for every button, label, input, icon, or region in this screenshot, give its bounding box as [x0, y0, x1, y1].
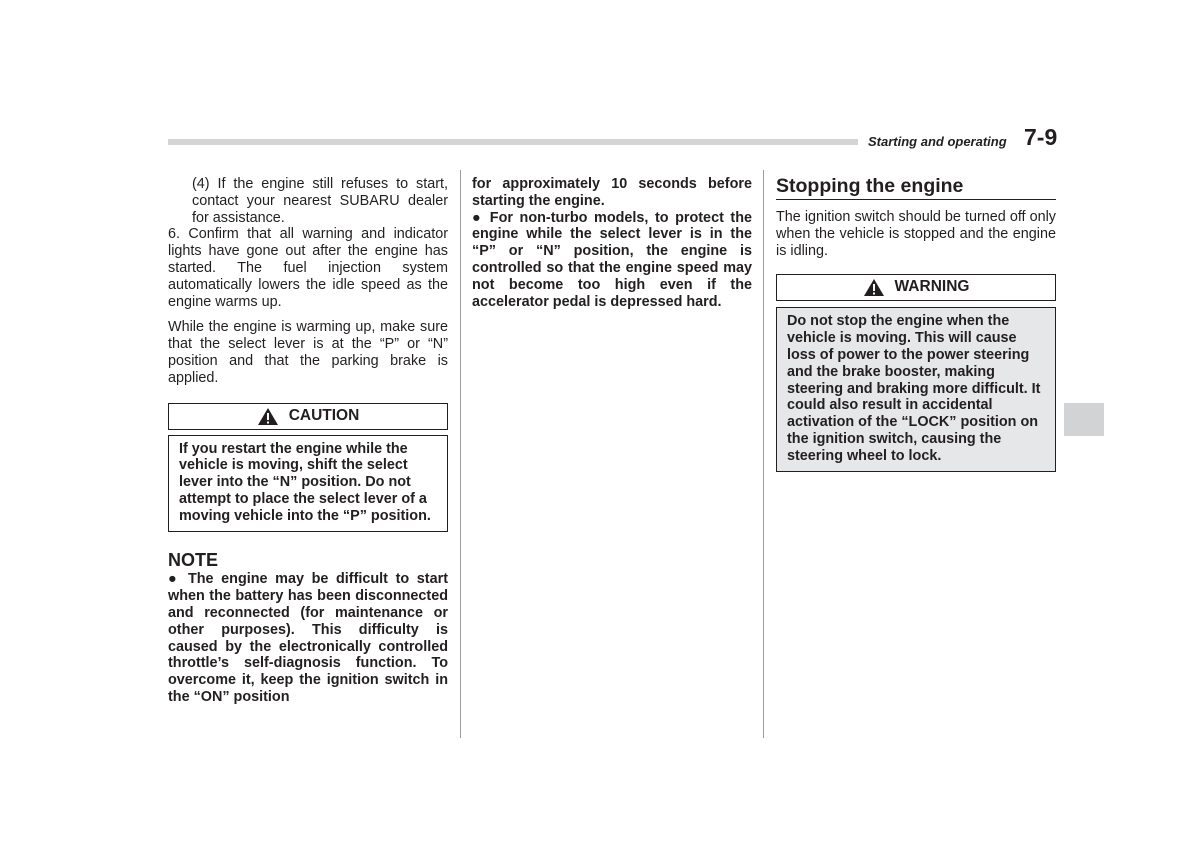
warning-box: [776, 274, 1056, 471]
caution-header: [168, 403, 448, 430]
page-number: 7-9: [1024, 124, 1058, 150]
caution-title: CAUTION: [288, 406, 360, 424]
section-heading: Stopping the engine: [776, 175, 1056, 200]
warning-triangle-icon: [257, 407, 279, 426]
column-divider-1: [460, 170, 461, 738]
warning-text: Do not stop the engine when the vehicle is moving. This will cause loss of power to the power steering and the brake booster, making steering and braking more difficult. It could also result in accidental activation of the “LOCK” position on the ignition switch, causing the steering wheel to lock.: [776, 307, 1056, 471]
column-middle: [472, 176, 752, 310]
column-left: [168, 176, 448, 706]
warning-triangle-icon: [863, 278, 885, 297]
header-rule: [168, 139, 858, 145]
step-6-text: 6. Confirm that all warning and indicator lights have gone out after the engine has started. The fuel injection system automatically lowers the idle speed as the engine warms up.: [168, 226, 448, 310]
caution-text: If you restart the engine while the vehicle is moving, shift the select lever into the “N” position. Do not attempt to place the select lever of a moving vehicle into the “P” position.: [168, 435, 448, 532]
caution-box: [168, 403, 448, 532]
note-continuation: for approximately 10 seconds before starting the engine.: [472, 176, 752, 209]
note-bullet-2: ● For non-turbo models, to protect the engine while the select lever is in the “P” or “N” position, the engine is controlled so that the engine speed may not become too high even if the accelerator pedal is depressed hard.: [472, 209, 752, 310]
column-right: [776, 176, 1056, 472]
note-title: NOTE: [168, 549, 219, 570]
chapter-tab: [1064, 403, 1104, 436]
warning-header: [776, 274, 1056, 301]
stopping-intro: The ignition switch should be turned off only when the vehicle is stopped and the engine is idling.: [776, 209, 1056, 259]
note-bullet-1: ● The engine may be difficult to start when the battery has been disconnected and reconnected (for maintenance or other purposes). This difficulty is caused by the electronically controlled throttle’s self-diagnosis function. To overcome it, keep the ignition switch in the “ON” position: [168, 571, 448, 705]
column-divider-2: [763, 170, 764, 738]
warning-title: WARNING: [894, 278, 970, 296]
step-4-text: (4) If the engine still refuses to start, contact your nearest SUBARU dealer for assistance.: [192, 176, 448, 226]
warmup-paragraph: While the engine is warming up, make sure that the select lever is at the “P” or “N” position and that the parking brake is applied.: [168, 319, 448, 386]
section-title: Starting and operating: [868, 134, 1007, 149]
